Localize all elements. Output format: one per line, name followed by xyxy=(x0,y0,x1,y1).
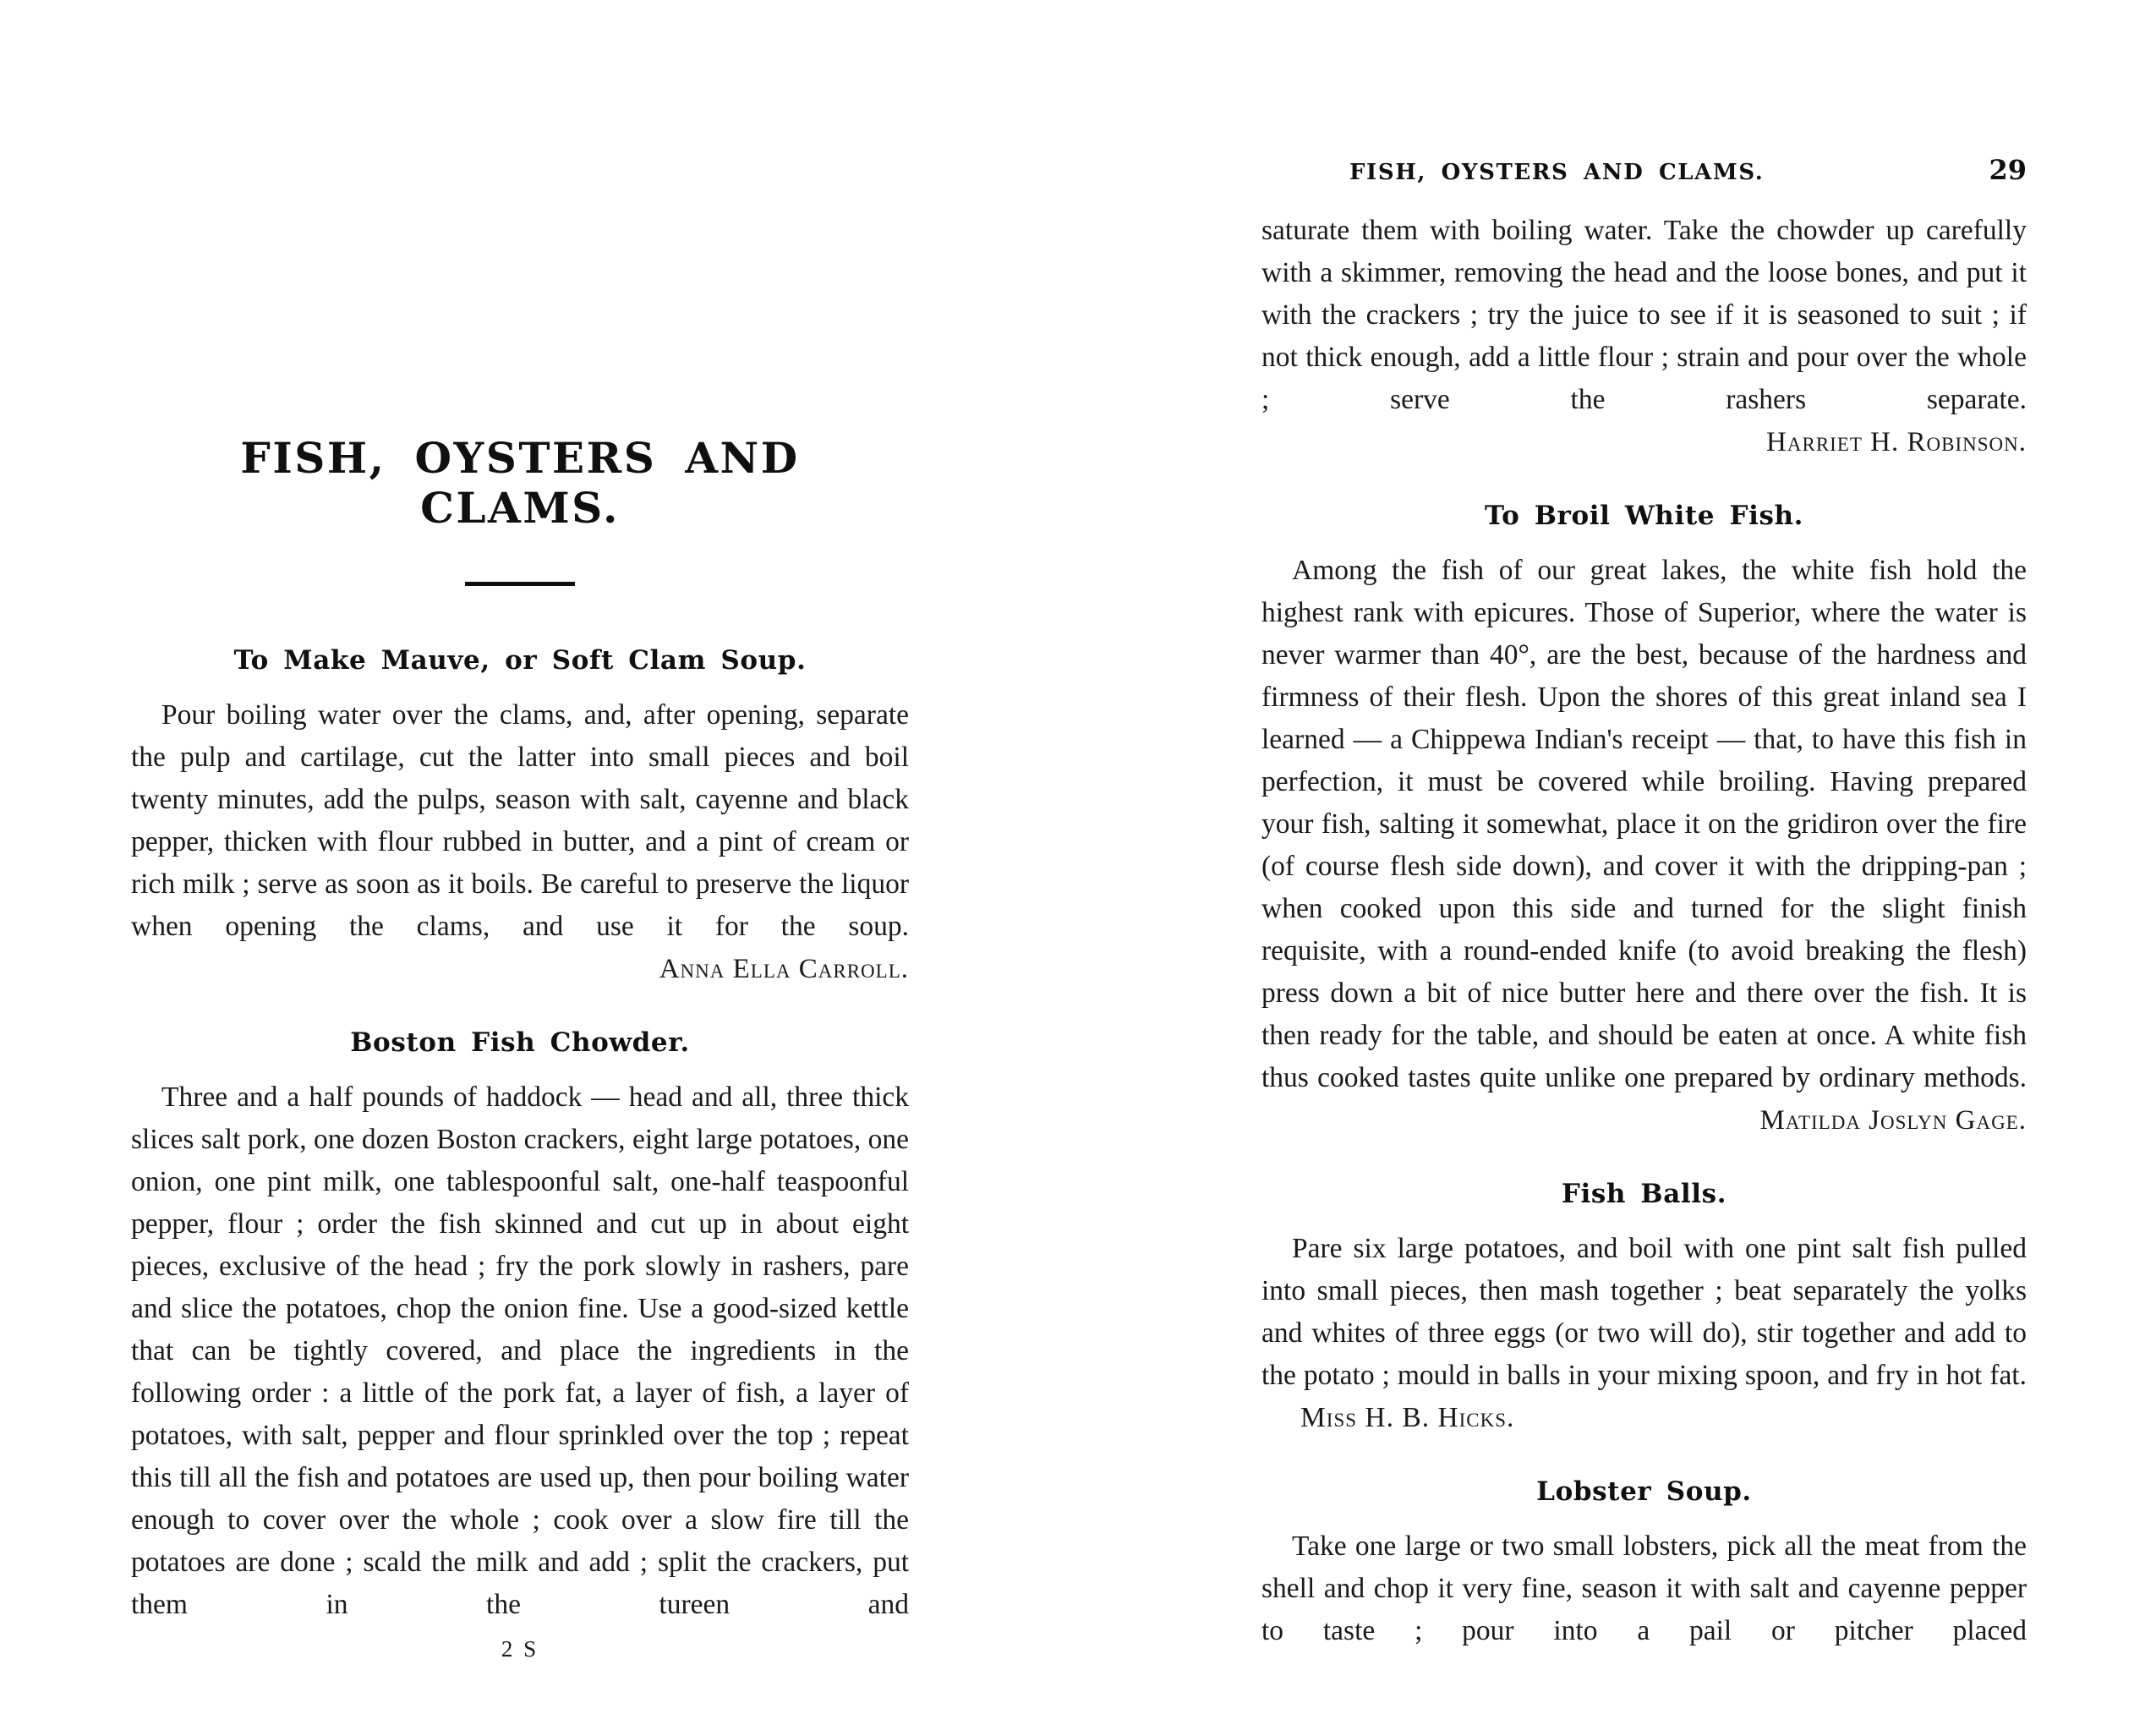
recipe-body-text: Pour boiling water over the clams, and, after opening, separate the pulp and cartilage, cut the latter into small pieces and boil twenty minutes, add the pulps, season with salt, cayenne and black pepper, thicken with flour rubbed in butter, and a pint of cream or rich milk ; serve as soon as it boils. Be careful to preserve the liquor when opening the clams, and use it for the soup. xyxy=(131,699,909,942)
running-head-title: FISH, OYSTERS AND CLAMS. xyxy=(1349,160,1765,185)
page-number: 29 xyxy=(1989,154,2027,186)
continuation-body-boston-fish-chowder: saturate them with boiling water. Take the chowder up carefully with a skimmer, removing the head and the loose bones, and put it with the crackers ; try the juice to see if it is seasoned to suit ; if not thick enough, add a little flour ; strain and pour over the whole ; serve the rashers separate. xyxy=(1261,215,2027,415)
recipe-body-text: Three and a half pounds of haddock — head and all, three thick slices salt pork, one dozen Boston crackers, eight large potatoes, one onion, one pint milk, one tablespoonful salt, one-half teaspoonful pepper, flour ; order the fish skinned and cut up in about eight pieces, exclusive of the head ; fry the pork slowly in rashers, pare and slice the potatoes, chop the onion fine. Use a good-sized kettle that can be tightly covered, and place the ingredients in the following order : a little of the pork fat, a layer of fish, a layer of potatoes, with salt, pepper and flour sprinkled over the top ; repeat this till all the fish and potatoes are used up, then pour boiling water enough to cover over the whole ; cook over a slow fire till the potatoes are done ; scald the milk and add ; split the crackers, put them in the tureen and xyxy=(131,1082,909,1620)
recipe-body-boston-fish-chowder xyxy=(131,1076,909,1626)
recipe-body-fish-balls xyxy=(1261,1228,2027,1439)
attribution-matilda-joslyn-gage: Matilda Joslyn Gage. xyxy=(1759,1105,2027,1136)
section-title: FISH, OYSTERS AND CLAMS. xyxy=(240,433,800,533)
recipe-body-clam-soup xyxy=(131,694,909,948)
running-head xyxy=(1261,0,2027,188)
recipe-title-clam-soup: To Make Mauve, or Soft Clam Soup. xyxy=(233,645,807,676)
recipe-body-text: Take one large or two small lobsters, pick all the meat from the shell and chop it very fine, season it with salt and cayenne pepper to taste ; pour into a pail or pitcher placed xyxy=(1261,1531,2027,1646)
attribution-miss-h-b-hicks: Miss H. B. Hicks. xyxy=(1300,1402,1515,1433)
recipe-title-broil-white-fish: To Broil White Fish. xyxy=(1484,501,1804,531)
recipe-body-broil-white-fish xyxy=(1261,550,2027,1099)
attribution-anna-ella-carroll: Anna Ella Carroll. xyxy=(659,954,909,984)
recipe-body-text: Among the fish of our great lakes, the white fish hold the highest rank with epicures. Those of Superior, where the water is never warmer than 40°, are the best, because of the hardness and firmness of their flesh. Upon the shores of this great inland sea I learned — a Chippewa Indian's receipt — that, to have this fish in perfection, it must be covered while broiling. Having prepared your fish, salting it somewhat, place it on the gridiron over the fire (of course flesh side down), and cover it with the dripping-pan ; when cooked upon this side and turned for the slight finish requisite, with a round-ended knife (to avoid breaking the flesh) press down a bit of nice butter here and there over the fish. It is then ready for the table, and should be eaten at once. A white fish thus cooked tastes quite unlike one prepared by ordinary methods. xyxy=(1261,555,2027,1093)
left-page xyxy=(131,0,909,1725)
recipe-title-fish-balls: Fish Balls. xyxy=(1561,1179,1727,1209)
recipe-title-boston-fish-chowder: Boston Fish Chowder. xyxy=(350,1027,690,1058)
title-divider-rule xyxy=(465,582,575,586)
printer-signature-mark: 2 S xyxy=(501,1636,539,1662)
attribution-harriet-h-robinson: Harriet H. Robinson. xyxy=(1766,427,2027,457)
recipe-body-lobster-soup xyxy=(1261,1525,2027,1652)
recipe-body-text: Pare six large potatoes, and boil with one pint salt fish pulled into small pieces, then mash together ; beat separately the yolks and whites of three eggs (or two will do), stir together and add to the potato ; mould in balls in your mixing spoon, and fry in hot fat. xyxy=(1261,1233,2027,1391)
recipe-title-lobster-soup: Lobster Soup. xyxy=(1536,1476,1752,1507)
right-page xyxy=(1261,0,2027,1725)
